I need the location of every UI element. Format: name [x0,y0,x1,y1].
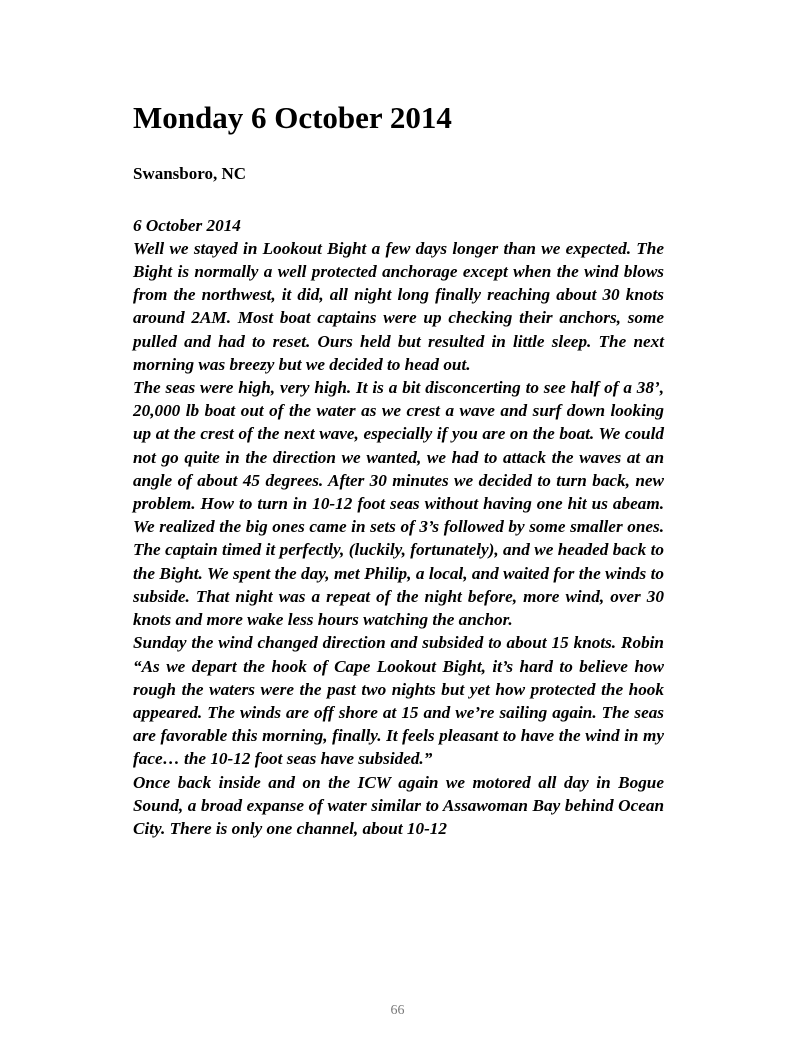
page-number: 66 [390,1003,405,1018]
date-line: 6 October 2014 [133,215,241,235]
body-paragraph: The seas were high, very high. It is a bit disconcerting to see half of a 38’, 20,000 lb boat out of the water as we crest a wave and surf down looking up at the crest of the next wave, especially if you are on the boat. We could not go quite in the direction we wanted, we had to attack the waves at an angle of about 45 degrees. After 30 minutes we decided to turn back, new problem. How to turn in 10-12 foot seas without having one hit us abeam. We realized the big ones came in sets of 3’s followed by some smaller ones. The captain timed it perfectly, (luckily, fortunately), and we headed back to the Bight. We spent the day, met Philip, a local, and waited for the winds to subside. That night was a repeat of the night before, more wind, over 30 knots and more wake less hours watching the anchor. [133,378,664,630]
body-paragraph: Well we stayed in Lookout Bight a few days longer than we expected. The Bight is normally a well protected anchorage except when the wind blows from the northwest, it did, all night long finally reaching about 30 knots around 2AM. Most boat captains were up checking their anchors, some pulled and had to reset. Ours held but resulted in little sleep. The next morning was breezy but we decided to head out. [133,238,664,374]
page-title: Monday 6 October 2014 [133,100,452,135]
body-paragraph: Once back inside and on the ICW again we motored all day in Bogue Sound, a broad expanse of water similar to Assawoman Bay behind Ocean City. There is only one channel, about 10-12 [133,772,664,838]
page-content [133,100,664,840]
location-heading: Swansboro, NC [133,163,247,183]
body-paragraph: Sunday the wind changed direction and subsided to about 15 knots. Robin “As we depart the hook of Cape Lookout Bight, it’s hard to believe how rough the waters were the past two nights but yet how protected the hook appeared. The winds are off shore at 15 and we’re sailing again. The seas are favorable this morning, finally. It feels pleasant to have the wind in my face… the 10-12 foot seas have subsided.” [133,633,664,769]
body-text [133,214,664,840]
